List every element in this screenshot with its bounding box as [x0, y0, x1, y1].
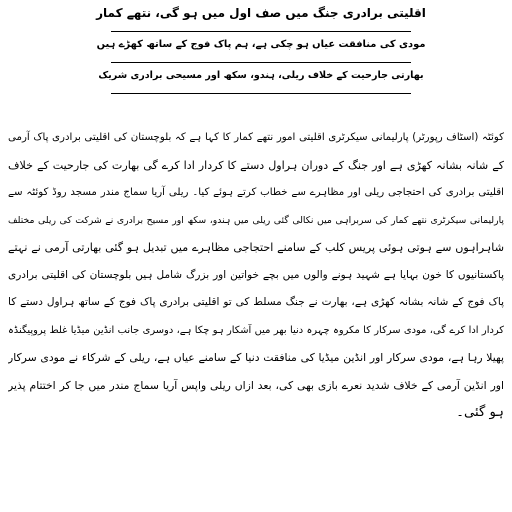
article-line: پارلیمانی سیکرٹری نتھے کمار کی سربراہی میں نکالی گئی ریلی میں ہندو، سکھ اور مسیح برادری نے شرکت کی ریلی مختلف — [8, 214, 504, 226]
article-line: ہو گئی۔ — [456, 405, 504, 420]
headline-divider — [111, 93, 411, 94]
article-line: پاکستانیوں کا خون بہایا ہے شہید ہونے والوں میں بچے خواتین اور بزرگ شامل ہیں بلوچستان کی اقلیتی برادری — [8, 268, 504, 281]
headline-3: بھارتی جارحیت کے خلاف ریلی، ہندو، سکھ اور مسیحی برادری شریک — [98, 70, 424, 81]
article-body — [8, 124, 504, 427]
headline-block-3 — [96, 66, 426, 94]
headline-group — [96, 4, 426, 97]
headline-divider — [111, 31, 411, 32]
article-line: پھیلا رہا ہے، مودی سرکار اور انڈین میڈیا کی منافقت دنیا کے سامنے عیاں ہے، ریلی کے شرکاء نے مودی سرکار — [8, 351, 504, 364]
article-line: کوئٹہ (اسٹاف رپورٹر) پارلیمانی سیکرٹری اقلیتی امور نتھے کمار کا کہا ہے کہ بلوچستان کی اقلیتی برادری پاک آرمی — [8, 132, 504, 143]
article-line: پاک فوج کے شانہ بشانہ کھڑی ہے، بھارت نے جنگ مسلط کی تو اقلیتی برادری پاک فوج کے ساتھ ہراول دستے کا — [8, 296, 504, 308]
article-line: اقلیتی برادری کی احتجاجی ریلی اور مظاہرے سے خطاب کرتے ہوئے کیا۔ ریلی آریا سماج مندر مسجد روڈ کوئٹہ سے — [8, 187, 504, 198]
article-line: کردار ادا کرے گی، مودی سرکار کا مکروہ چہرہ دنیا بھر میں آشکار ہو چکا ہے، دوسری جانب انڈین میڈیا غلط پروپیگنڈہ — [8, 324, 504, 336]
article-line: کے شانہ بشانہ کھڑی ہے اور جنگ کے دوران ہراول دستے کا کردار ادا کرے گی بھارت کی جارحیت کے خلاف — [8, 158, 504, 172]
headline-divider — [111, 62, 411, 63]
headline-2: مودی کی منافقت عیاں ہو چکی ہے، ہم پاک فوج کے ساتھ کھڑے ہیں — [96, 39, 426, 50]
headline-1: اقلیتی برادری جنگ میں صف اول میں ہو گی، نتھے کمار — [96, 6, 426, 20]
headline-block-2 — [96, 35, 426, 63]
article-line: شاہراہوں سے ہوتی ہوئی پریس کلب کے سامنے احتجاجی مظاہرے میں تبدیل ہو گئی بھارتی آرمی نے نہتے — [8, 241, 504, 254]
article-line: اور انڈین آرمی کے خلاف شدید نعرے بازی بھی کی، بعد ازاں ریلی واپس آریا سماج مندر میں جا کر اختتام پذیر — [8, 378, 504, 392]
headline-block-1 — [96, 4, 426, 32]
